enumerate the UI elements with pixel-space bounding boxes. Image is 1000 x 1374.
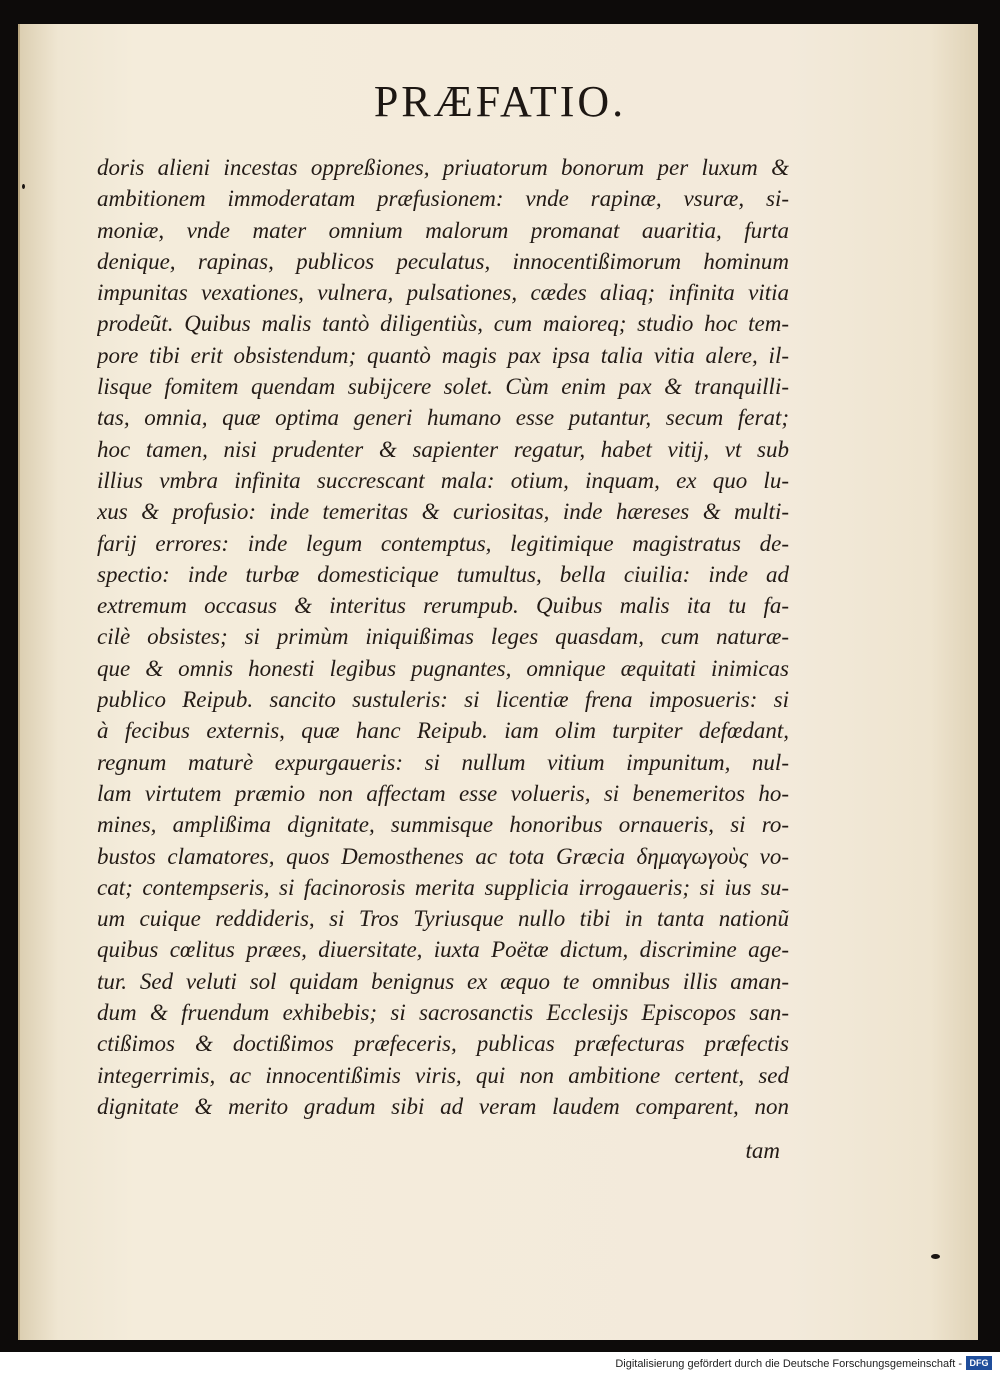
text-line: denique, rapinas, publicos peculatus, innocentißimorum hominum (97, 248, 789, 274)
text-line: ambitionem immoderatam præfusionem: vnde rapinæ, vsuræ, si- (97, 186, 789, 212)
text-line: tur. Sed veluti sol quidam benignus ex æquo te omnibus illis aman- (97, 968, 789, 994)
text-line: moniæ, vnde mater omnium malorum promanat auaritia, furta (97, 217, 789, 243)
text-line: illius vmbra infinita succrescant mala: otium, inquam, ex quo lu- (97, 467, 789, 493)
text-line: integerrimis, ac innocentißimis viris, qui non ambitione certent, sed (97, 1062, 789, 1088)
text-line: pore tibi erit obsistendum; quantò magis pax ipsa talia vitia alere, il- (97, 342, 789, 368)
text-line: lam virtutem præmio non affectam esse volueris, si benemeritos ho- (97, 780, 789, 806)
text-line: impunitas vexationes, vulnera, pulsationes, cædes aliaq; infinita vitia (97, 280, 789, 306)
text-line: regnum maturè expurgaueris: si nullum vitium impunitum, nul- (97, 749, 789, 775)
text-line: publico Reipub. sancito sustuleris: si licentiæ frena imposueris: si (97, 687, 789, 713)
text-line: prodeũt. Quibus malis tantò diligentiùs, cum maioreq; studio hoc tem- (97, 311, 789, 337)
text-line: hoc tamen, nisi prudenter & sapienter regatur, habet vitij, vt sub (97, 436, 789, 462)
text-line: farij errores: inde legum contemptus, legitimique magistratus de- (97, 530, 789, 556)
text-line: mines, amplißima dignitate, summisque honoribus ornaueris, si ro- (97, 812, 789, 838)
text-line: à fecibus externis, quæ hanc Reipub. iam olim turpiter defœdant, (97, 718, 789, 744)
catchword: tam (745, 1138, 780, 1163)
text-line: cat; contempseris, si facinorosis merita supplicia irrogaueris; si ius su- (97, 874, 789, 900)
text-line: tas, omnia, quæ optima generi humano esse putantur, secum ferat; (97, 405, 789, 431)
text-line: dignitate & merito gradum sibi ad veram laudem comparent, non (97, 1093, 789, 1119)
funding-credit: Digitalisierung gefördert durch die Deutsche Forschungsgemeinschaft - (615, 1358, 962, 1370)
text-line: que & omnis honesti legibus pugnantes, omnique æquitati inimicas (97, 655, 789, 681)
text-line: um cuique reddideris, si Tros Tyriusque nullo tibi in tanta nationũ (97, 906, 789, 932)
running-head: PRÆFATIO. (373, 77, 627, 126)
text-line: spectio: inde turbæ domesticique tumultus, bella ciuilia: inde ad (97, 561, 789, 587)
ink-speck (22, 184, 25, 189)
footer-bar (0, 1352, 1000, 1374)
text-line: dum & fruendum exhibebis; si sacrosanctis Ecclesijs Episcopos san- (97, 1000, 789, 1026)
text-line: ctißimos & doctißimos præfeceris, publicas præfecturas præfectis (97, 1031, 789, 1057)
body-text (97, 152, 789, 1122)
text-line: cilè obsistes; si primùm iniquißimas leges quasdam, cum naturæ- (97, 624, 789, 650)
text-line: quibus cœlitus præes, diuersitate, iuxta Poëtæ dictum, discrimine age- (97, 937, 789, 963)
text-line: extremum occasus & interitus rerumpub. Quibus malis ita tu fa- (97, 593, 789, 619)
ink-speck (931, 1254, 940, 1259)
text-line: bustos clamatores, quos Demosthenes ac tota Græcia δημαγωγοὺς vo- (97, 843, 789, 869)
text-line: doris alieni incestas oppreßiones, priuatorum bonorum per luxum & (97, 155, 789, 180)
dfg-logo: DFG (966, 1356, 992, 1370)
text-line: xus & profusio: inde temeritas & curiositas, inde hæreses & multi- (97, 499, 789, 525)
text-line: lisque fomitem quendam subijcere solet. Cùm enim pax & tranquilli- (97, 374, 789, 400)
